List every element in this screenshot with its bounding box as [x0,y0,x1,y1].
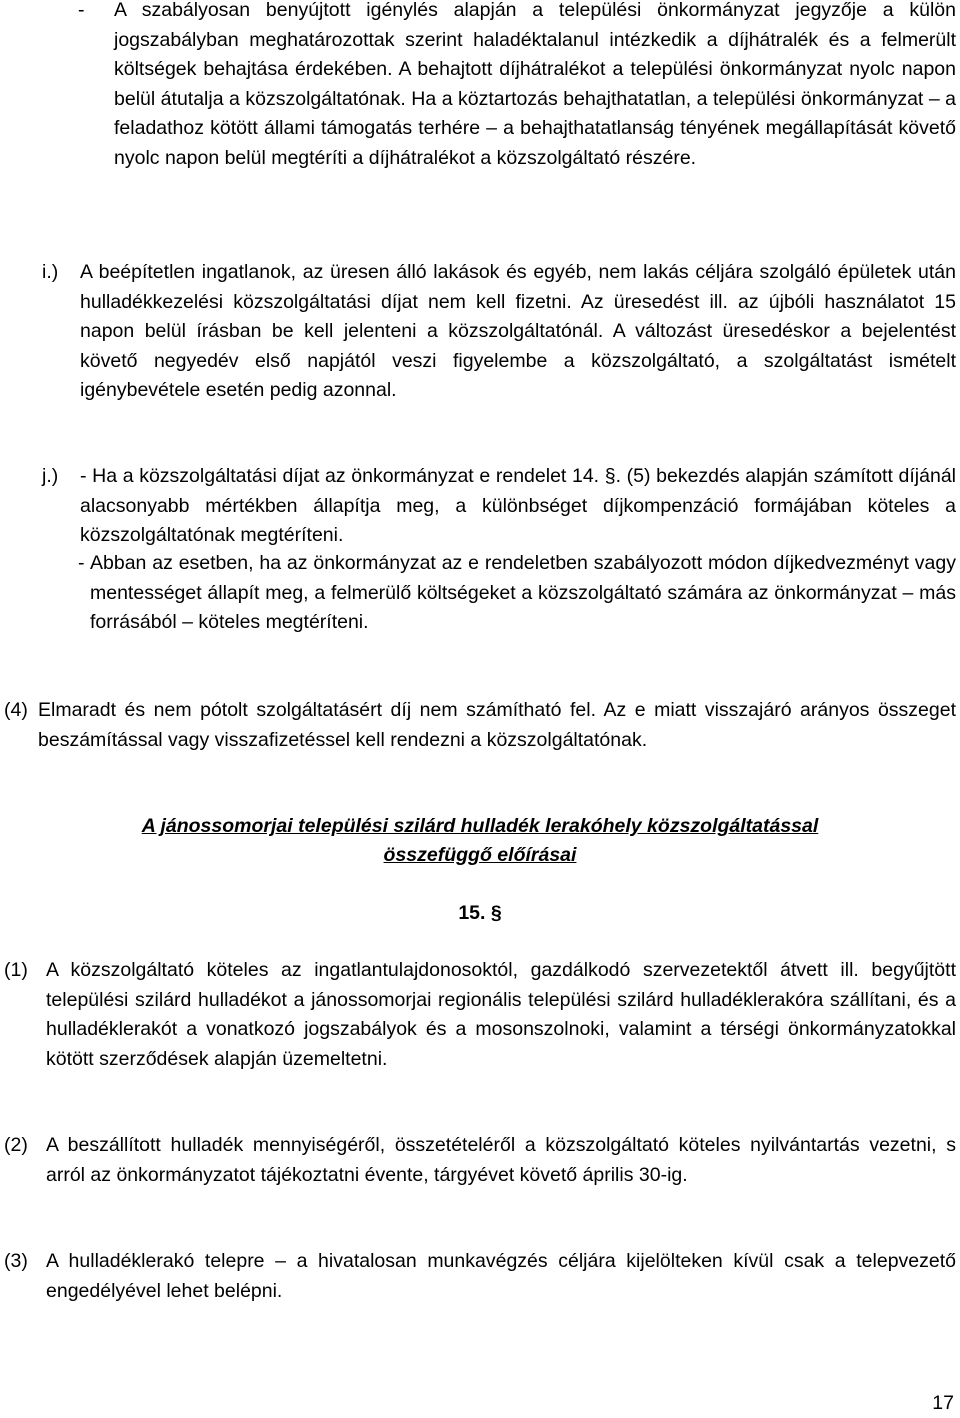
item-marker: i.) [42,261,59,283]
bullet-marker: - [78,552,85,574]
paragraph-text: A szabályosan benyújtott igénylés alapján a települési önkormányzat jegyzője a külön jogszabályban meghatározottak szerint haladéktalanul intézkedik a díjhátralék és a felmerült költségek behajtása érdekében. A behajtott díjhátralékot a települési önkormányzat nyolc napon belül átutalja a közszolgáltatónak. Ha a köztartozás behajthatatlan, a települési önkormányzat – a feladathoz kötött állami támogatás terhére – a behajthatatlanság tényének megállapítását követő nyolc napon belül megtéríti a díjhátralékot a közszolgáltató részére. [114,0,956,169]
heading-line-1: A jánossomorjai települési szilárd hulladék lerakóhely közszolgáltatással [141,815,819,837]
paragraph-2 [4,1131,956,1190]
paragraph-text: Elmaradt és nem pótolt szolgáltatásért díj nem számítható fel. Az e miatt visszajáró arányos összeget beszámítással vagy visszafizetéssel kell rendezni a közszolgáltatónak. [38,699,956,751]
paragraph-3 [4,1247,956,1306]
page-number: 17 [932,1392,954,1414]
bullet-marker: - [78,0,85,21]
bullet-paragraph-compensation [78,549,956,638]
paragraph-text: Abban az esetben, ha az önkormányzat az e rendeletben szabályozott módon díjkedvezményt vagy mentességet állapít meg, a felmerülő költségeket a közszolgáltató számára az önkormányzat – más forrásából – köteles megtéríteni. [90,552,956,633]
item-j [42,462,956,551]
paragraph-marker: (4) [4,699,28,721]
section-number: 15. § [458,902,502,924]
paragraph-4 [4,696,956,755]
paragraph-marker: (3) [4,1250,28,1272]
paragraph-text: - Ha a közszolgáltatási díjat az önkormányzat e rendelet 14. §. (5) bekezdés alapján számított díjánál alacsonyabb mértékben állapítja meg, a különbséget díjkompenzáció formájában köteles a közszolgáltatónak megtéríteni. [80,465,956,546]
paragraph-text: A beépítetlen ingatlanok, az üresen álló lakások és egyéb, nem lakás céljára szolgáló épületek után hulladékkezelési közszolgáltatási díjat nem kell fizetni. Az üresedést ill. az újbóli használatot 15 napon belül írásban be kell jelenteni a közszolgáltatónál. A változást üresedéskor a bejelentést követő negyedév első napjától veszi figyelembe a közszolgáltató, a szolgáltatást ismételt igénybevétele esetén pedig azonnal. [80,261,956,401]
paragraph-marker: (1) [4,959,28,981]
paragraph-text: A beszállított hulladék mennyiségéről, összetételéről a közszolgáltató köteles nyilvántartás vezetni, s arról az önkormányzatot tájékoztatni évente, tárgyévet követő április 30-ig. [46,1134,956,1186]
bullet-paragraph-collection [78,0,956,173]
item-marker: j.) [42,465,59,487]
item-i [42,258,956,406]
paragraph-1 [4,956,956,1074]
paragraph-text: A közszolgáltató köteles az ingatlantulajdonosoktól, gazdálkodó szervezetektől átvett ill. begyűjtött települési szilárd hulladékot a jánossomorjai regionális települési szilárd hulladéklerakóra szállítani, és a hulladéklerakót a vonatkozó jogszabályok és a mosonszolnoki, valamint a térségi önkormányzatokkal kötött szerződések alapján üzemeltetni. [46,959,956,1070]
heading-line-2: összefüggő előírásai [383,844,577,866]
paragraph-marker: (2) [4,1134,28,1156]
paragraph-text: A hulladéklerakó telepre – a hivatalosan munkavégzés céljára kijelölteken kívül csak a telepvezető engedélyével lehet belépni. [46,1250,956,1302]
section-heading [0,812,960,870]
